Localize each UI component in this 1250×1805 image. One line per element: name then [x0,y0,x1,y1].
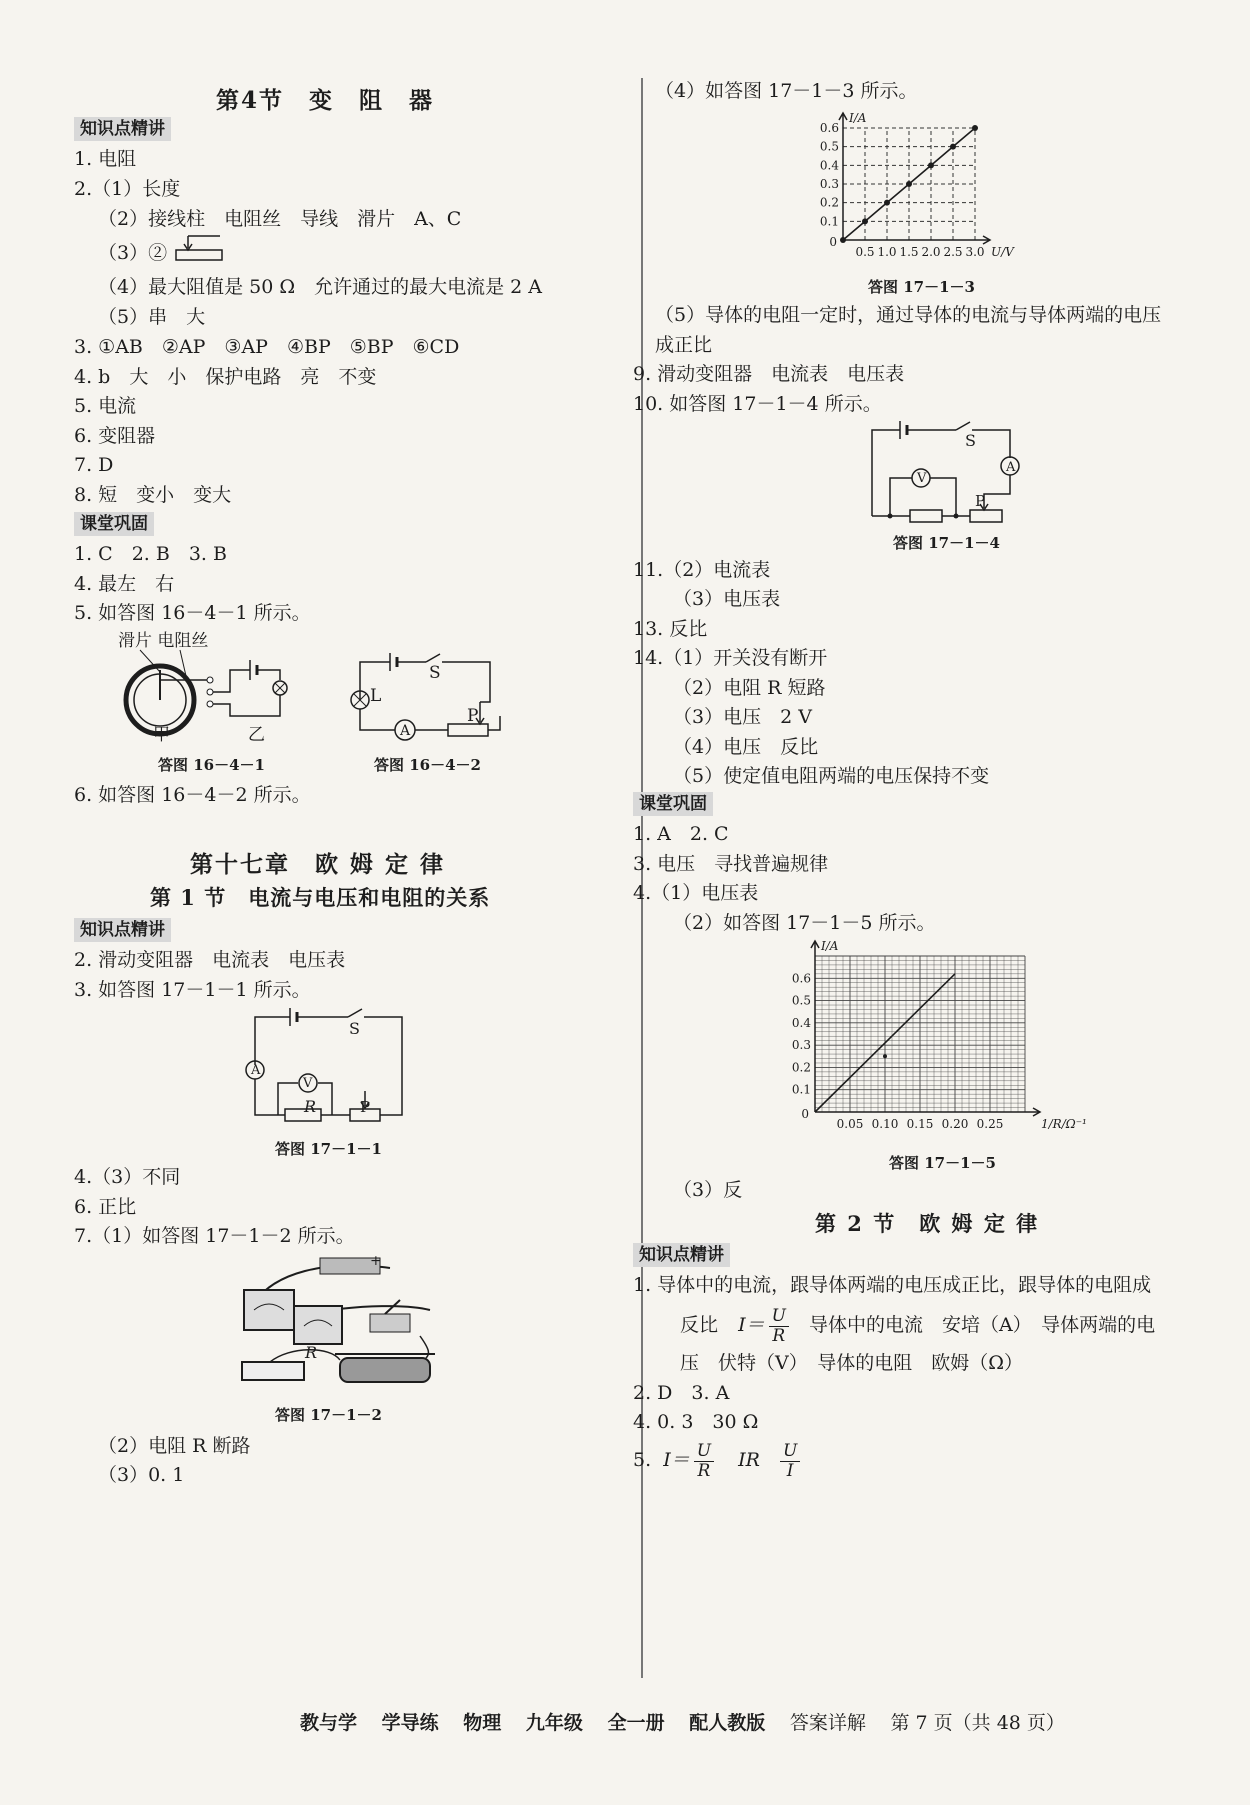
answer-line: （2）电阻 R 断路 [98,1435,251,1457]
formula-I: I＝ [663,1449,690,1471]
answer-line: 成正比 [655,334,713,356]
answer-line: 4. 最左 右 [74,573,175,595]
answer-line: （5）使定值电阻两端的电压保持不变 [673,765,990,787]
label-consolidation: 课堂巩固 [633,792,713,816]
answer-line: （5）导体的电阻一定时，通过导体的电流与导体两端的电压 [655,304,1162,326]
data-point [862,218,868,224]
answer-line: 5. 电流 [74,395,137,417]
rheostat-symbol-icon [174,234,226,264]
answer-line: 7. D [74,454,114,476]
section-title-17-1: 第 1 节 电流与电压和电阻的关系 [150,885,491,910]
y-axis-label: I/A [849,111,867,125]
figure-17-1-1 [240,1005,450,1135]
origin-label: 0 [829,235,837,249]
page-footer [300,1708,1083,1735]
x-tick-label: 3.0 [965,245,985,259]
caption-17-1-5: 答图 17－1－5 [889,1154,996,1172]
answer-line: 2. D 3. A [633,1382,730,1404]
x-tick-label: 0.05 [836,1117,864,1131]
answer-line: 8. 短 变小 变大 [74,484,232,506]
footer-page: 第 7 页（共 48 页） [890,1712,1065,1734]
answer-line: 1. A 2. C [633,823,729,845]
x-axis-label: 1/R/Ω⁻¹ [1041,1117,1087,1131]
answer-line: （3）电压 2 V [673,706,812,728]
caption-16-4-2: 答图 16－4－2 [374,756,481,774]
caption-17-1-4: 答图 17－1－4 [893,534,1000,552]
y-tick-label: 0.4 [791,1015,811,1030]
answer-line: 11.（2）电流表 [633,559,771,581]
fig-label-R: R [304,1097,317,1116]
y-tick-label: 0.5 [791,993,811,1008]
answer-line: 4. b 大 小 保护电路 亮 不变 [74,366,377,388]
footer-item: 配人教版 [689,1712,766,1734]
caption-16-4-1: 答图 16－4－1 [158,756,265,774]
y-tick-label: 0.4 [819,158,839,173]
fig-label-P: P [360,1098,371,1116]
y-tick-label: 0.2 [819,195,839,210]
fraction-U-over-R: $\frac{U}{R}$ [769,1307,789,1346]
x-tick-label: 0.5 [855,245,875,259]
footer-item: 教与学 [300,1712,358,1734]
voltmeter-label: V [303,1076,313,1091]
answer-line: （3）反 [673,1179,743,1201]
answer-line: 4.（1）电压表 [633,882,759,904]
section-title-4: 第4节 变 阻 器 [216,87,435,114]
y-tick-label: 0.5 [819,139,839,154]
y-tick-label: 0.6 [819,121,839,135]
answer-line: 1. C 2. B 3. B [74,543,227,565]
caption-17-1-2: 答图 17－1－2 [275,1406,382,1424]
fig-label-S: S [965,431,976,450]
footer-item: 全一册 [607,1712,665,1734]
x-tick-label: 0.25 [976,1117,1004,1131]
ammeter-label: A [400,723,411,739]
answer-line: 13. 反比 [633,618,708,640]
fraction-U-over-I: $\frac{U}{I}$ [780,1442,800,1481]
answer-line: （3）电压表 [673,588,781,610]
x-tick-label: 1.5 [899,245,919,259]
origin-label: 0 [801,1107,809,1121]
data-point [883,1054,887,1058]
y-tick-label: 0.6 [791,971,811,986]
answer-line: （4）如答图 17－1－3 所示。 [655,80,918,102]
y-tick-label: 0.3 [819,177,839,191]
figure-17-1-2 [230,1250,470,1400]
fig-label: 乙 [248,725,265,745]
answer-line: 10. 如答图 17－1－4 所示。 [633,393,882,415]
answer-line: （2）如答图 17－1－5 所示。 [673,912,936,934]
answer-line: 6. 变阻器 [74,425,156,447]
fig-label-S: S [349,1019,360,1038]
caption-17-1-3: 答图 17－1－3 [868,278,975,296]
formula-line: 5. I＝ $\frac{U}{R}$ IR $\frac{U}{I}$ [633,1437,804,1483]
footer-item: 九年级 [525,1712,583,1734]
answer-line: 4.（3）不同 [74,1166,181,1188]
y-tick-label: 0.2 [791,1060,811,1075]
answer-line: 14.（1）开关没有断开 [633,647,828,669]
fig-label-L: L [370,686,382,706]
data-point [928,162,934,168]
answer-line: 3. 如答图 17－1－1 所示。 [74,979,311,1001]
fig-label: 甲 [153,725,170,745]
footer-item: 物理 [463,1712,502,1734]
label-consolidation: 课堂巩固 [74,512,154,536]
answer-line: （2）接线柱 电阻丝 导线 滑片 A、C [98,208,462,230]
answer-line: 1. 导体中的电流，跟导体两端的电压成正比，跟导体的电阻成 [633,1274,1152,1296]
answer-line: （3）0. 1 [98,1464,185,1486]
data-point [884,200,890,206]
formula-line: 反比 I＝ $\frac{U}{R}$ 导体中的电流 安培（A） 导体两端的电 [680,1305,1156,1346]
x-tick-label: 0.20 [941,1117,969,1131]
x-tick-label: 0.15 [906,1117,934,1131]
footer-item: 答案详解 [789,1712,866,1734]
y-tick-label: 0.1 [791,1082,811,1097]
fig-label-R: R [305,1343,318,1362]
footer-item: 学导练 [381,1712,439,1734]
fig-label-S: S [429,663,441,683]
answer-line: （2）电阻 R 短路 [673,677,826,699]
answer-line: 1. 电阻 [74,148,137,170]
ammeter-label: A [1006,460,1016,475]
answer-line: 3. ①AB ②AP ③AP ④BP ⑤BP ⑥CD [74,336,460,358]
answer-line: （5）串 大 [98,306,206,328]
answer-line: （4）电压 反比 [673,736,819,758]
label-knowledge: 知识点精讲 [74,117,171,141]
figure-17-1-4 [860,418,1030,528]
chart-17-1-3 [805,108,1025,268]
data-point [840,237,846,243]
voltmeter-label: V [917,471,927,486]
x-tick-label: 1.0 [877,245,897,259]
x-axis-label: U/V [991,245,1014,259]
x-tick-label: 2.5 [943,245,963,259]
answer-line: 5. 如答图 16－4－1 所示。 [74,602,311,624]
answer-line: 2.（1）长度 [74,178,181,200]
y-axis-label: I/A [821,939,839,953]
x-tick-label: 0.10 [871,1117,899,1131]
x-tick-label: 2.0 [921,245,941,259]
label-knowledge: 知识点精讲 [633,1243,730,1267]
answer-line: 压 伏特（V） 导体的电阻 欧姆（Ω） [680,1352,1023,1374]
answer-line: 4. 0. 3 30 Ω [633,1411,759,1433]
chart-17-1-5 [775,939,1087,1145]
y-tick-label: 0.3 [791,1038,811,1053]
answer-line: 7.（1）如答图 17－1－2 所示。 [74,1225,355,1247]
answer-line: （4）最大阻值是 50 Ω 允许通过的最大电流是 2 A [98,276,542,298]
fig-label-P: P [975,492,986,510]
answer-line: 9. 滑动变阻器 电流表 电压表 [633,363,905,385]
answer-line: 6. 正比 [74,1196,137,1218]
data-point [972,125,978,131]
fig-label-plus: + [370,1253,382,1269]
answer-line: 2. 滑动变阻器 电流表 电压表 [74,949,346,971]
answer-line: 3. 电压 寻找普遍规律 [633,853,829,875]
section-title-17-2: 第 2 节 欧 姆 定 律 [815,1211,1040,1236]
formula-I: I＝ [738,1314,765,1336]
fig-label: 滑片 电阻丝 [118,631,209,651]
answer-line: （3）② [98,242,168,264]
y-tick-label: 0.1 [819,214,839,229]
fig-label-P: P [467,706,479,726]
fraction-U-over-R: $\frac{U}{R}$ [694,1442,714,1481]
label-knowledge: 知识点精讲 [74,918,171,942]
answer-line: 6. 如答图 16－4－2 所示。 [74,784,311,806]
chapter-title-17: 第十七章 欧 姆 定 律 [190,851,446,878]
data-point [906,181,912,187]
formula-IR: IR [738,1449,760,1471]
ammeter-label: A [251,1063,261,1078]
caption-17-1-1: 答图 17－1－1 [275,1140,382,1158]
data-point [950,144,956,150]
